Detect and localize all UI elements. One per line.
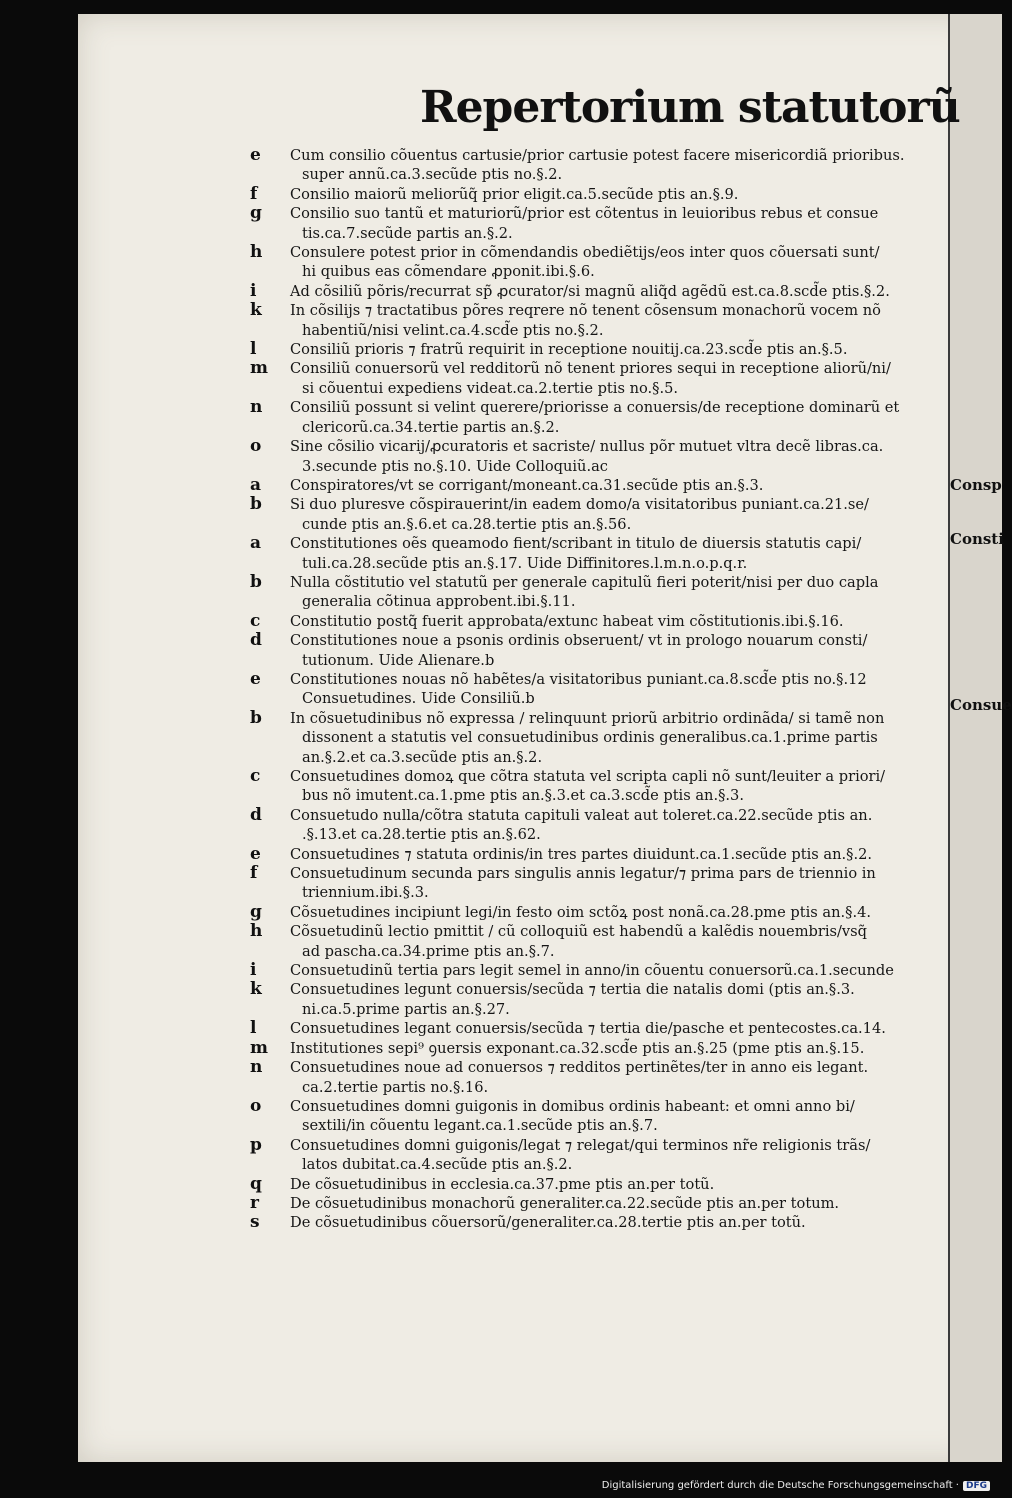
entry-line: si cõuentui expediens videat.ca.2.tertie ptis no.§.5.: [302, 379, 679, 397]
entry-text: [290, 476, 940, 495]
entry-line: Consilio maiorũ meliorũq̃ prior eligit.ca.5.secũde ptis an.§.9.: [290, 185, 739, 203]
entry-line: Constitutiones noue a psonis ordinis obseruent/ vt in prologo nouarum consti/: [290, 632, 868, 650]
entry-row: [250, 243, 940, 282]
entry-letter: r: [250, 1192, 259, 1213]
entry-line: Consuetudines domni guigonis in domibus ordinis habeant: et omni anno bi/: [290, 1097, 855, 1115]
entry-row: [250, 903, 940, 922]
entry-line: generalia cõtinua approbent.ibi.§.11.: [302, 593, 576, 611]
entry-letter: n: [250, 397, 263, 418]
entry-line: Consilio suo tantũ et maturiorũ/prior est cõtentus in leuioribus rebus et consue: [290, 205, 879, 223]
entry-line: latos dubitat.ca.4.secũde ptis an.§.2.: [302, 1156, 573, 1174]
entry-line: Cum consilio cõuentus cartusie/prior cartusie potest facere misericordiã prioribus.: [290, 147, 905, 164]
entry-line: sextili/in cõuentu legant.ca.1.secũde ptis an.§.7.: [302, 1117, 658, 1135]
entry-text: [290, 1175, 940, 1194]
entry-row: [250, 146, 940, 185]
entry-line: ad pascha.ca.34.prime ptis an.§.7.: [302, 942, 555, 960]
entry-row: [250, 612, 940, 631]
entry-line: Constitutiones oẽs queamodo fient/scribant in titulo de diuersis statutis capi/: [290, 535, 862, 553]
entry-letter: m: [250, 358, 268, 379]
entry-line: 3.secunde ptis no.§.10. Uide Colloquiũ.ac: [302, 457, 608, 475]
footer: [602, 1480, 990, 1491]
entry-text: [290, 845, 940, 864]
entry-list: [250, 146, 940, 1233]
entry-row: [250, 495, 940, 534]
footer-text: Digitalisierung gefördert durch die Deutsche Forschungsgemeinschaft ·: [601, 1480, 959, 1491]
entry-line: De cõsuetudinibus cõuersorũ/generaliter.ca.28.tertie ptis an.per totũ.: [290, 1214, 806, 1232]
entry-row: [250, 1136, 940, 1175]
entry-text: [290, 980, 940, 1019]
entry-text: [290, 1019, 940, 1038]
page-title: Repertorium statutorũ: [420, 82, 960, 133]
entry-letter: l: [250, 339, 257, 360]
entry-line: clericorũ.ca.34.tertie partis an.§.2.: [302, 418, 560, 436]
entry-line: an.§.2.et ca.3.secũde ptis an.§.2.: [302, 748, 543, 766]
entry-letter: k: [250, 979, 262, 1000]
entry-letter: n: [250, 1057, 263, 1078]
entry-letter: c: [250, 766, 261, 786]
entry-text: [290, 146, 940, 185]
entry-row: [250, 476, 940, 495]
entry-line: Consuetudo nulla/cõtra statuta capituli valeat aut toleret.ca.22.secũde ptis an.: [290, 806, 873, 824]
entry-line: Conspiratores/vt se corrigant/moneant.ca.31.secũde ptis an.§.3.: [290, 476, 764, 494]
entry-line: Consiliũ prioris ⁊ fratrũ requirit in receptione nouitij.ca.23.scd̃e ptis an.§.5.: [290, 341, 848, 359]
entry-text: [290, 709, 940, 767]
entry-letter: b: [250, 571, 262, 592]
entry-text: [290, 1058, 940, 1097]
entry-text: [290, 282, 940, 301]
entry-text: [290, 398, 940, 437]
entry-line: Consuetudines legunt conuersis/secũda ⁊ tertia die natalis domi (ptis an.§.3.: [290, 981, 855, 999]
entry-row: [250, 534, 940, 573]
entry-text: [290, 1194, 940, 1213]
entry-line: Consuetudines. Uide Consiliũ.b: [302, 690, 535, 708]
entry-letter: h: [250, 921, 263, 942]
entry-text: [290, 340, 940, 359]
entry-row: [250, 204, 940, 243]
entry-line: In cõsuetudinibus nõ expressa / relinquunt priorũ arbitrio ordinãda/ si tamẽ non: [290, 709, 885, 727]
entry-row: [250, 670, 940, 709]
entry-text: [290, 1097, 940, 1136]
entry-line: Cõsuetudinũ lectio pmittit / cũ colloquiũ est habendũ a kalẽdis nouembris/vsq̃: [290, 923, 868, 941]
entry-row: [250, 767, 940, 806]
entry-line: super annũ.ca.3.secũde ptis no.§.2.: [302, 166, 563, 184]
entry-row: [250, 961, 940, 980]
entry-row: [250, 864, 940, 903]
entry-line: .§.13.et ca.28.tertie ptis an.§.62.: [302, 826, 541, 844]
entry-row: [250, 301, 940, 340]
entry-letter: g: [250, 203, 262, 224]
entry-letter: h: [250, 242, 263, 263]
entry-text: [290, 1136, 940, 1175]
entry-row: [250, 1039, 940, 1058]
entry-letter: e: [250, 668, 261, 689]
entry-line: Constitutiones nouas nõ habẽtes/a visitatoribus puniant.ca.8.scd̃e ptis no.§.12: [290, 670, 867, 688]
entry-text: [290, 1213, 940, 1232]
entry-text: [290, 961, 940, 980]
entry-letter: o: [250, 436, 262, 457]
entry-row: [250, 437, 940, 476]
entry-row: [250, 922, 940, 961]
entry-letter: b: [250, 707, 262, 728]
entry-text: [290, 301, 940, 340]
entry-letter: k: [250, 300, 262, 321]
entry-text: [290, 359, 940, 398]
entry-letter: e: [250, 843, 261, 864]
entry-text: [290, 806, 940, 845]
entry-line: De cõsuetudinibus monachorũ generaliter.ca.22.secũde ptis an.per totum.: [290, 1194, 840, 1212]
entry-text: [290, 922, 940, 961]
entry-letter: f: [250, 183, 258, 204]
entry-letter: i: [250, 280, 257, 301]
entry-line: hi quibus eas cõmendare ꝓponit.ibi.§.6.: [302, 263, 595, 281]
entry-letter: o: [250, 1095, 262, 1116]
entry-text: [290, 903, 940, 922]
entry-text: [290, 670, 940, 709]
entry-line: tuli.ca.28.secũde ptis an.§.17. Uide Diffinitores.l.m.n.o.p.q.r.: [302, 554, 748, 572]
entry-letter: b: [250, 494, 262, 515]
entry-line: Consiliũ conuersorũ vel redditorũ nõ tenent priores sequi in receptione aliorũ/ni/: [290, 360, 891, 378]
entry-letter: f: [250, 863, 258, 884]
entry-text: [290, 185, 940, 204]
side-word: Consti: [950, 530, 1004, 548]
entry-line: triennium.ibi.§.3.: [302, 884, 429, 902]
entry-line: habentiũ/nisi velint.ca.4.scd̃e ptis no.§.2.: [302, 321, 604, 339]
entry-line: Consuetudines legant conuersis/secũda ⁊ tertia die/pasche et pentecostes.ca.14.: [290, 1020, 886, 1038]
entry-letter: c: [250, 610, 261, 631]
entry-row: [250, 359, 940, 398]
entry-text: [290, 243, 940, 282]
entry-line: Institutiones sepi⁹ ꝯuersis exponant.ca.32.scd̃e ptis an.§.25 (pme ptis an.§.15.: [290, 1039, 865, 1057]
entry-text: [290, 1039, 940, 1058]
entry-text: [290, 612, 940, 631]
entry-text: [290, 864, 940, 903]
entry-line: bus nõ imutent.ca.1.pme ptis an.§.3.et ca.3.scd̃e ptis an.§.3.: [302, 787, 744, 805]
entry-letter: p: [250, 1134, 262, 1155]
entry-line: Consuetudinum secunda pars singulis annis legatur/⁊ prima pars de triennio in: [290, 865, 876, 883]
entry-line: tutionum. Uide Alienare.b: [302, 651, 495, 669]
entry-letter: e: [250, 145, 261, 165]
entry-letter: d: [250, 804, 262, 825]
facing-page-edge: [948, 14, 1002, 1462]
entry-text: [290, 631, 940, 670]
entry-row: [250, 1194, 940, 1213]
entry-letter: d: [250, 630, 262, 651]
entry-line: De cõsuetudinibus in ecclesia.ca.37.pme ptis an.per totũ.: [290, 1175, 715, 1193]
entry-row: [250, 1097, 940, 1136]
entry-line: Consuetudines domoꝝ que cõtra statuta vel scripta capli nõ sunt/leuiter a priori/: [290, 768, 886, 785]
entry-letter: q: [250, 1173, 262, 1194]
entry-row: [250, 573, 940, 612]
entry-row: [250, 1175, 940, 1194]
entry-line: Consulere potest prior in cõmendandis obediẽtijs/eos inter quos cõuersati sunt/: [290, 244, 880, 262]
entry-letter: a: [250, 474, 262, 495]
entry-line: Constitutio postq̃ fuerit approbata/extunc habeat vim cõstitutionis.ibi.§.16.: [290, 612, 844, 630]
entry-line: Consiliũ possunt si velint querere/priorisse a conuersis/de receptione dominarũ et: [290, 399, 900, 417]
entry-row: [250, 806, 940, 845]
entry-line: In cõsilijs ⁊ tractatibus põres reqrere nõ tenent cõsensum monachorũ vocem nõ: [290, 302, 881, 320]
entry-row: [250, 1058, 940, 1097]
entry-row: [250, 282, 940, 301]
entry-line: Si duo pluresve cõspirauerint/in eadem domo/a visitatoribus puniant.ca.21.se/: [290, 496, 869, 514]
entry-letter: m: [250, 1037, 268, 1058]
entry-text: [290, 534, 940, 573]
entry-row: [250, 1213, 940, 1232]
entry-line: Consuetudines domni guigonis/legat ⁊ relegat/qui terminos nr̃e religionis trãs/: [290, 1136, 871, 1154]
entry-line: Consuetudinũ tertia pars legit semel in anno/in cõuentu conuersorũ.ca.1.secunde: [290, 962, 894, 980]
entry-line: Consuetudines ⁊ statuta ordinis/in tres partes diuidunt.ca.1.secũde ptis an.§.2.: [290, 845, 873, 863]
entry-line: Ad cõsiliũ põris/recurrat sp̃ ꝓcurator/si magnũ aliq̃d agẽdũ est.ca.8.scd̃e ptis.§.2.: [290, 282, 890, 300]
entry-letter: g: [250, 901, 262, 922]
entry-line: dissonent a statutis vel consuetudinibus ordinis generalibus.ca.1.prime partis: [302, 729, 878, 747]
entry-line: Nulla cõstitutio vel statutũ per generale capitulũ fieri poterit/nisi per duo capla: [290, 573, 879, 591]
entry-row: [250, 845, 940, 864]
entry-letter: l: [250, 1018, 257, 1039]
entry-row: [250, 340, 940, 359]
entry-row: [250, 631, 940, 670]
entry-row: [250, 1019, 940, 1038]
entry-row: [250, 398, 940, 437]
entry-letter: i: [250, 960, 257, 981]
entry-text: [290, 437, 940, 476]
side-word: Consue: [950, 696, 1012, 714]
entry-line: ca.2.tertie partis no.§.16.: [302, 1078, 489, 1096]
dfg-logo: DFG: [963, 1481, 990, 1491]
entry-line: Cõsuetudines incipiunt legi/in festo oim sctõꝝ post nonã.ca.28.pme ptis an.§.4.: [290, 903, 872, 921]
entry-text: [290, 767, 940, 806]
entry-line: tis.ca.7.secũde partis an.§.2.: [302, 224, 513, 242]
entry-row: [250, 709, 940, 767]
entry-line: ni.ca.5.prime partis an.§.27.: [302, 1000, 510, 1018]
entry-letter: a: [250, 533, 262, 554]
entry-line: Consuetudines noue ad conuersos ⁊ redditos pertinẽtes/ter in anno eis legant.: [290, 1059, 869, 1077]
side-word: Consp: [950, 476, 1002, 494]
entry-text: [290, 204, 940, 243]
entry-text: [290, 495, 940, 534]
entry-row: [250, 185, 940, 204]
entry-row: [250, 980, 940, 1019]
entry-line: cunde ptis an.§.6.et ca.28.tertie ptis an.§.56.: [302, 515, 632, 533]
entry-line: Sine cõsilio vicarij/ꝓcuratoris et sacriste/ nullus põr mutuet vltra decẽ libras.ca.: [290, 438, 884, 456]
entry-text: [290, 573, 940, 612]
entry-letter: s: [250, 1212, 260, 1233]
